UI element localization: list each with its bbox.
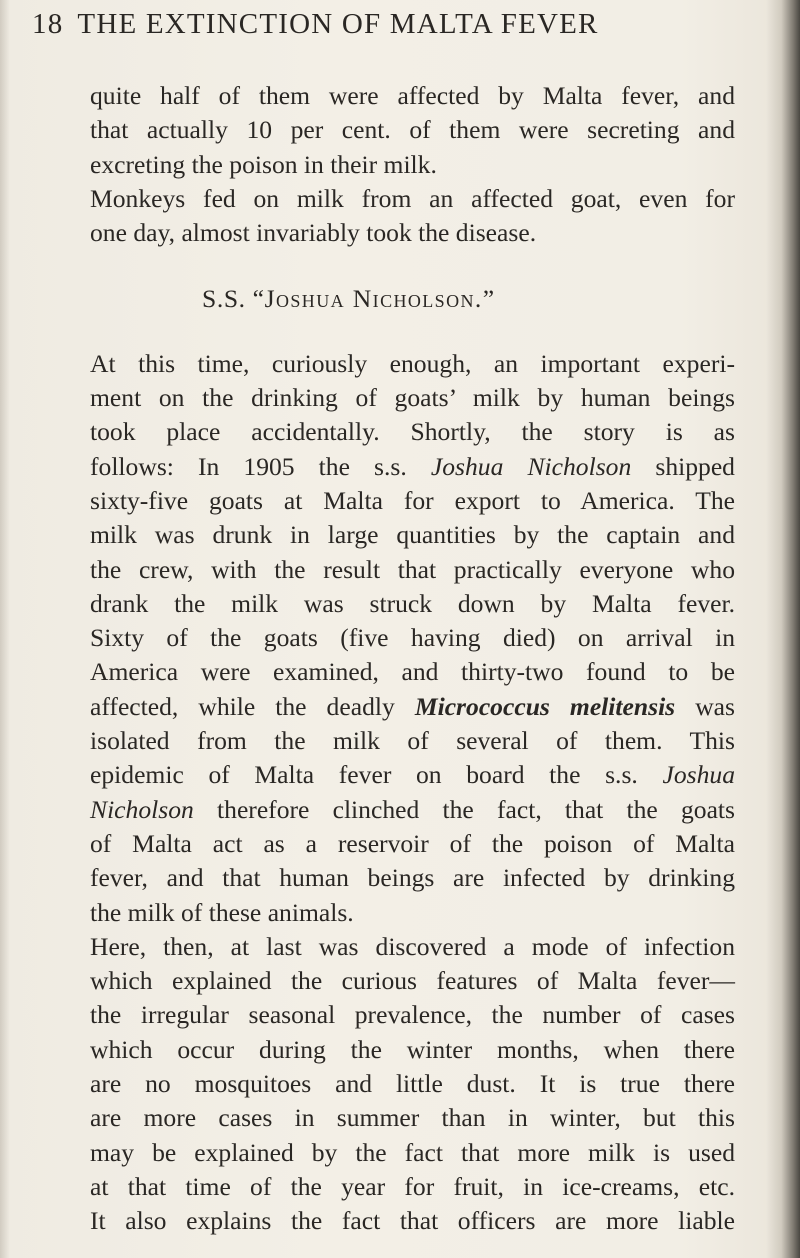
text-line (90, 793, 735, 827)
text-line: may be explained by the fact that more milk is used (90, 1137, 735, 1167)
text-line: at that time of the year for fruit, in ice-creams, etc. (90, 1171, 735, 1201)
page-number: 18 (32, 8, 64, 40)
text-line: excreting the poison in their milk. (90, 149, 437, 179)
text-line: At this time, curiously enough, an important experi- (90, 348, 735, 378)
text-span: therefore clinched the fact, that the goats (217, 794, 736, 824)
page-edge-shadow (0, 0, 10, 1258)
chapter-title: THE EXTINCTION OF MALTA FEVER (77, 8, 599, 40)
ship-name: Joshua (662, 760, 735, 790)
text-span: follows: In 1905 the s.s. (90, 451, 407, 481)
section-prefix: S.S. “ (202, 284, 265, 314)
text-line: Monkeys fed on milk from an affected goat, even for (90, 183, 735, 213)
text-line: took place accidentally. Shortly, the story is as (90, 417, 735, 447)
text-line: Here, then, at last was discovered a mode of infection (90, 931, 735, 961)
text-line: ment on the drinking of goats’ milk by human beings (90, 383, 735, 413)
text-line (90, 450, 735, 484)
section-ship-name: Joshua Nicholson. (264, 284, 483, 314)
text-line: the irregular seasonal prevalence, the number of cases (90, 1000, 735, 1030)
paragraph-1 (90, 79, 735, 182)
paragraph-3 (90, 347, 735, 930)
text-line: that actually 10 per cent. of them were secreting and (90, 115, 735, 145)
text-line: milk was drunk in large quantities by the captain and (90, 520, 735, 550)
text-line: drank the milk was struck down by Malta fever. (90, 588, 735, 618)
text-span: affected, while the deadly (90, 691, 395, 721)
section-suffix: ” (482, 284, 495, 314)
paragraph-4 (90, 930, 735, 1239)
text-span: epidemic of Malta fever on board the s.s. (90, 760, 638, 790)
running-head (32, 8, 732, 41)
text-span: shipped (655, 451, 735, 481)
text-line: isolated from the milk of several of them. This (90, 726, 735, 756)
text-line: which explained the curious features of Malta fever— (90, 966, 735, 996)
text-line: Sixty of the goats (five having died) on arrival in (90, 623, 735, 653)
text-line: which occur during the winter months, when there (90, 1034, 735, 1064)
text-span: was (695, 691, 736, 721)
text-line: of Malta act as a reservoir of the poison of Malta (90, 828, 735, 858)
text-line: quite half of them were affected by Malta fever, and (90, 81, 735, 110)
section-heading (90, 282, 735, 316)
text-line: sixty-five goats at Malta for export to America. The (90, 485, 735, 515)
text-line: one day, almost invariably took the disease. (90, 218, 537, 248)
text-line: the crew, with the result that practically everyone who (90, 554, 735, 584)
ship-name: Nicholson (90, 794, 194, 824)
text-line: the milk of these animals. (90, 897, 354, 927)
organism-name: Micrococcus melitensis (414, 691, 676, 721)
text-line: It also explains the fact that officers are more liable (90, 1206, 735, 1236)
text-line: America were examined, and thirty-two found to be (90, 657, 735, 687)
binding-gutter-shadow (766, 0, 800, 1258)
text-line: are no mosquitoes and little dust. It is true there (90, 1069, 735, 1099)
text-line: are more cases in summer than in winter, but this (90, 1103, 735, 1133)
text-line (90, 758, 735, 792)
ship-name: Joshua Nicholson (430, 451, 632, 481)
paragraph-2 (90, 182, 735, 251)
body-text (90, 79, 735, 1239)
text-line: fever, and that human beings are infected by drinking (90, 863, 735, 893)
text-line (90, 690, 735, 724)
